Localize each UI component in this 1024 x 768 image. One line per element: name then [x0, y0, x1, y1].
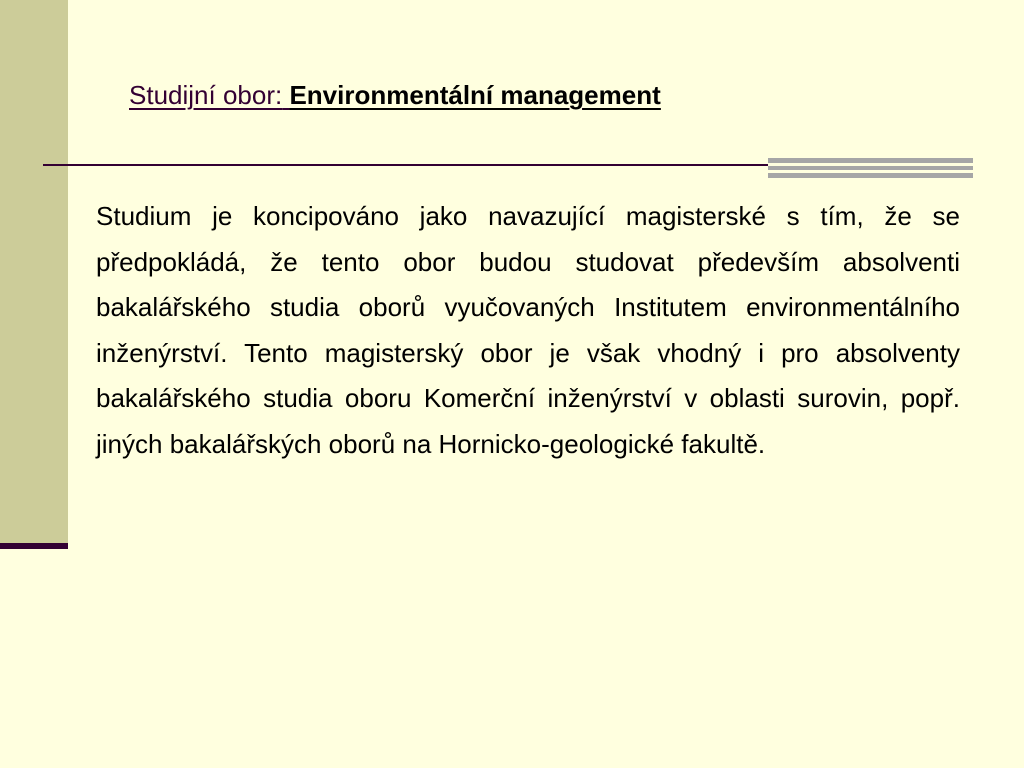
title-divider-striped-bar — [768, 158, 973, 178]
left-accent-band — [0, 0, 68, 548]
title-label: Studijní obor: — [129, 80, 283, 110]
title-study-field: Environmentální management — [289, 80, 661, 110]
left-accent-underline — [0, 543, 68, 549]
body-paragraph: Studium je koncipováno jako navazující magisterské s tím, že se předpokládá, že tento obor budou studovat především absolventi bakalářského studia oborů vyučovaných Institutem environmentálního inženýrství. Tento magisterský obor je však vhodný i pro absolventy bakalářského studia oboru Komerční inženýrství v oblasti surovin, popř. jiných bakalářských oborů na Hornicko-geologické fakultě. — [96, 201, 960, 459]
slide-title — [129, 78, 661, 112]
